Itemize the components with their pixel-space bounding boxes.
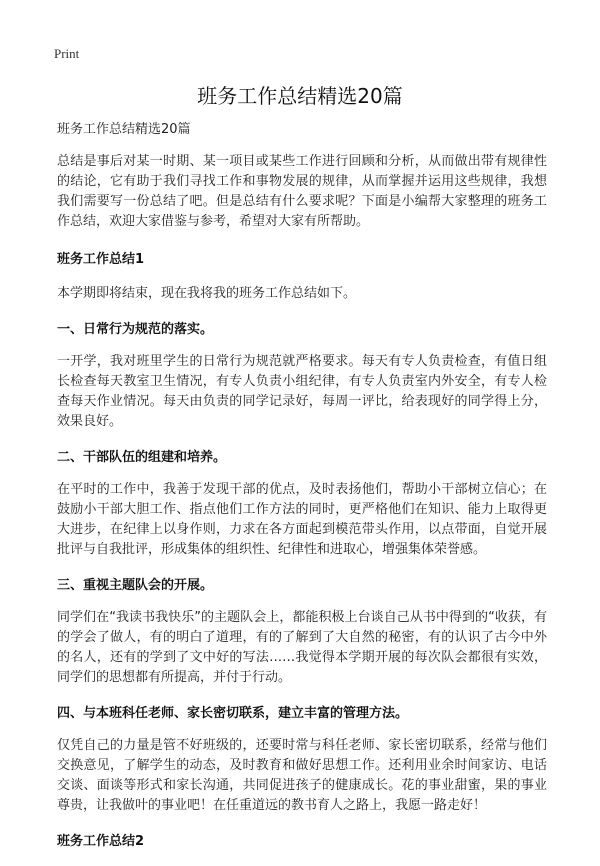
section-heading-2: 班务工作总结2 bbox=[57, 834, 145, 849]
part-body-4: 仅凭自己的力量是管不好班级的，还要时常与科任老师、家长密切联系，经常与他们交换意见，了解学生的动态，及时教育和做好思想工作。还利用业余时间家访、电话交谈、面谈等形式和家长沟通，共同促进孩子的健康成长。花的事业甜蜜，果的事业尊贵，让我做叶的事业吧！在任重道远的教书育人之路上，我愿一路走好！ bbox=[57, 738, 547, 813]
document-subtitle: 班务工作总结精选20篇 bbox=[57, 122, 191, 137]
print-link[interactable]: Print bbox=[54, 46, 80, 61]
part-heading-3: 三、重视主题队会的开展。 bbox=[57, 578, 214, 593]
part-body-3: 同学们在“我读书我快乐”的主题队会上，都能积极上台谈自己从书中得到的“收获，有的学会了做人，有的明白了道理，有的了解到了大自然的秘密，有的认识了古今中外的名人，还有的学到了文中好的写法……我觉得本学期开展的每次队会都很有实效，同学们的思想都有所提高，并付于行动。 bbox=[57, 610, 547, 685]
part-body-2: 在平时的工作中，我善于发现干部的优点，及时表扬他们，帮助小干部树立信心；在鼓励小干部大胆工作、指点他们工作方法的同时，更严格他们在知识、能力上取得更大进步，在纪律上以身作则，力求在各方面起到模范带头作用，以点带面，自觉开展批评与自我批评，形成集体的组织性、纪律性和进取心，增强集体荣誉感。 bbox=[57, 482, 547, 557]
part-body-1: 一开学，我对班里学生的日常行为规范就严格要求。每天有专人负责检查，有值日组长检查每天教室卫生情况，有专人负责小组纪律，有专人负责室内外安全，有专人检查每天作业情况。每天由负责的同学记录好，每周一评比，给表现好的同学得上分，效果良好。 bbox=[57, 354, 547, 429]
part-heading-4: 四、与本班科任老师、家长密切联系，建立丰富的管理方法。 bbox=[57, 706, 409, 721]
intro-paragraph: 总结是事后对某一时期、某一项目或某些工作进行回顾和分析，从而做出带有规律性的结论，它有助于我们寻找工作和事物发展的规律，从而掌握并运用这些规律，我想我们需要写一份总结了吧。但是总结有什么要求呢？下面是小编帮大家整理的班务工作总结，欢迎大家借鉴与参考，希望对大家有所帮助。 bbox=[57, 154, 547, 229]
section-heading-1: 班务工作总结1 bbox=[57, 252, 145, 267]
page-title: 班务工作总结精选20篇 bbox=[197, 84, 403, 108]
document-body bbox=[57, 120, 547, 866]
part-heading-2: 二、干部队伍的组建和培养。 bbox=[57, 450, 227, 465]
part-heading-1: 一、日常行为规范的落实。 bbox=[57, 322, 214, 337]
section-lead: 本学期即将结束，现在我将我的班务工作总结如下。 bbox=[57, 286, 357, 301]
